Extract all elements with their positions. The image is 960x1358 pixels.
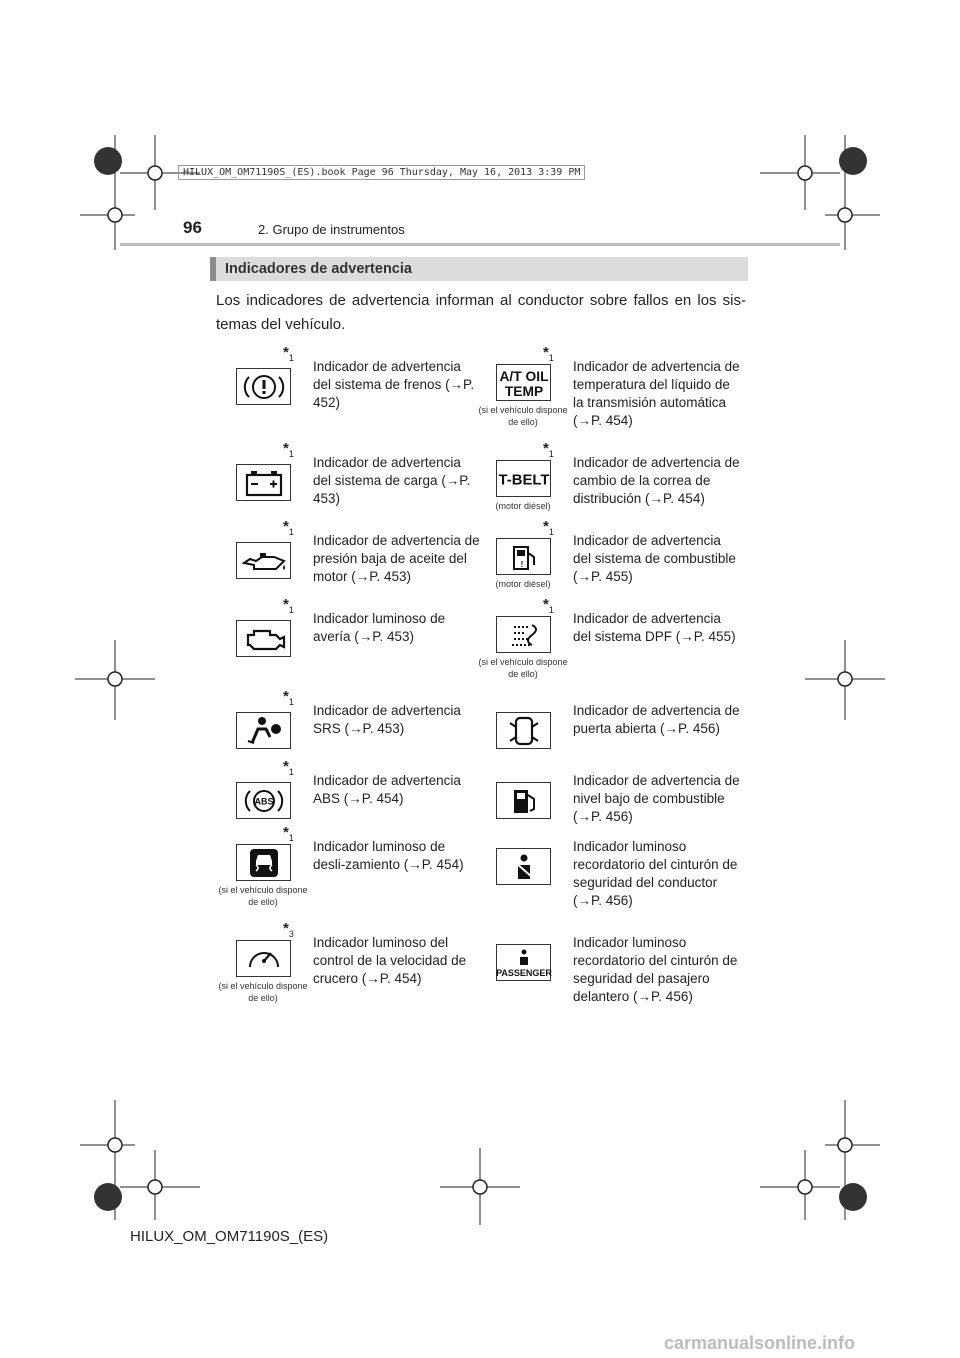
footnote-star: * bbox=[283, 824, 289, 841]
footnote-number: 1 bbox=[288, 527, 294, 537]
abs-icon bbox=[236, 782, 291, 819]
footnote-number: 3 bbox=[288, 929, 294, 939]
section-title: 2. Grupo de instrumentos bbox=[258, 222, 405, 237]
footnote-number: 1 bbox=[288, 833, 294, 843]
footnote-marker bbox=[283, 518, 294, 537]
heading-band: Indicadores de advertencia bbox=[210, 257, 748, 281]
indicator-description: Indicador de advertencia de cambio de la correa de distribución (→P. 454) bbox=[573, 455, 740, 506]
footnote-number: 1 bbox=[288, 697, 294, 707]
footnote-number: 1 bbox=[288, 605, 294, 615]
footnote-star: * bbox=[283, 518, 289, 535]
indicator-description: Indicador luminoso de desli-zamiento (→P. 454) bbox=[313, 839, 464, 872]
check-engine-icon bbox=[236, 620, 291, 657]
footnote-star: * bbox=[283, 344, 289, 361]
indicator-description: Indicador de advertencia de temperatura del líquido de la transmisión automática (→P. 454) bbox=[573, 359, 740, 428]
footnote-marker bbox=[283, 440, 294, 459]
slip-indicator-icon bbox=[236, 844, 291, 881]
srs-airbag-icon bbox=[236, 712, 291, 749]
footnote-marker bbox=[543, 440, 554, 459]
indicator-description: Indicador de advertencia del sistema DPF (→P. 455) bbox=[573, 611, 736, 644]
icon-caption: (si el vehículo dispone de ello) bbox=[218, 981, 308, 1003]
svg-text:PASSENGER: PASSENGER bbox=[495, 967, 552, 978]
brake-warning-icon bbox=[236, 368, 291, 405]
door-open-icon bbox=[496, 712, 551, 749]
cruise-control-icon bbox=[236, 940, 291, 977]
indicator-description: Indicador luminoso recordatorio del cinturón de seguridad del pasajero delantero (→P. 456) bbox=[573, 935, 738, 1004]
svg-text:T-BELT: T-BELT bbox=[498, 471, 549, 488]
passenger-seatbelt-icon bbox=[496, 944, 551, 981]
footnote-marker bbox=[283, 344, 294, 363]
icon-caption: (motor diésel) bbox=[495, 501, 551, 511]
footnote-number: 1 bbox=[288, 767, 294, 777]
footnote-star: * bbox=[283, 920, 289, 937]
svg-text:TEMP: TEMP bbox=[504, 382, 543, 399]
icon-caption: (motor diésel) bbox=[495, 579, 551, 589]
header-rule bbox=[120, 243, 840, 246]
icon-caption: (si el vehículo dispone de ello) bbox=[478, 657, 568, 679]
indicator-description: Indicador de advertencia ABS (→P. 454) bbox=[313, 773, 461, 806]
watermark: carmanualsonline.info bbox=[664, 1333, 856, 1353]
dpf-icon bbox=[496, 616, 551, 653]
svg-text:!: ! bbox=[520, 559, 523, 569]
print-info-line: HILUX_OM_OM71190S_(ES).book Page 96 Thursday, May 16, 2013 3:39 PM bbox=[178, 165, 585, 180]
indicator-description: Indicador de advertencia del sistema de combustible (→P. 455) bbox=[573, 533, 736, 584]
footnote-number: 1 bbox=[548, 353, 554, 363]
footnote-marker bbox=[283, 920, 294, 939]
indicator-description: Indicador luminoso del control de la velocidad de crucero (→P. 454) bbox=[313, 935, 467, 986]
footnote-star: * bbox=[283, 440, 289, 457]
footnote-number: 1 bbox=[288, 449, 294, 459]
footnote-marker bbox=[543, 518, 554, 537]
oil-pressure-icon bbox=[236, 542, 291, 579]
indicator-description: Indicador de advertencia SRS (→P. 453) bbox=[313, 703, 461, 736]
indicator-description: Indicador de advertencia del sistema de carga (→P. 453) bbox=[313, 455, 471, 506]
footnote-star: * bbox=[543, 440, 549, 457]
footer-code: HILUX_OM_OM71190S_(ES) bbox=[130, 1228, 329, 1245]
at-oil-temp-icon bbox=[496, 364, 551, 401]
indicator-description: Indicador de advertencia del sistema de frenos (→P. 452) bbox=[313, 359, 475, 410]
footnote-marker bbox=[543, 596, 554, 615]
footnote-star: * bbox=[543, 596, 549, 613]
svg-text:A/T OIL: A/T OIL bbox=[498, 367, 549, 384]
page-number: 96 bbox=[183, 218, 202, 237]
low-fuel-icon bbox=[496, 782, 551, 819]
footnote-number: 1 bbox=[288, 353, 294, 363]
footnote-star: * bbox=[543, 344, 549, 361]
footnote-number: 1 bbox=[548, 605, 554, 615]
intro-paragraph: Los indicadores de advertencia informan al conductor sobre fallos en los sis-temas del vehículo. bbox=[216, 292, 746, 333]
driver-seatbelt-icon bbox=[496, 848, 551, 885]
icon-caption: (si el vehículo dispone de ello) bbox=[478, 405, 568, 427]
indicator-description: Indicador de advertencia de puerta abierta (→P. 456) bbox=[573, 703, 740, 736]
timing-belt-icon bbox=[496, 460, 551, 497]
footnote-star: * bbox=[543, 518, 549, 535]
footnote-star: * bbox=[283, 758, 289, 775]
footnote-marker bbox=[283, 596, 294, 615]
svg-text:ABS: ABS bbox=[253, 796, 274, 806]
footnote-star: * bbox=[283, 596, 289, 613]
fuel-system-icon bbox=[496, 538, 551, 575]
footnote-marker bbox=[283, 758, 294, 777]
footnote-marker bbox=[543, 344, 554, 363]
indicator-description: Indicador luminoso de avería (→P. 453) bbox=[313, 611, 446, 644]
footnote-number: 1 bbox=[548, 527, 554, 537]
indicator-description: Indicador luminoso recordatorio del cinturón de seguridad del conductor (→P. 456) bbox=[573, 839, 738, 908]
footnote-number: 1 bbox=[548, 449, 554, 459]
footnote-star: * bbox=[283, 688, 289, 705]
footnote-marker bbox=[283, 824, 294, 843]
footnote-marker bbox=[283, 688, 294, 707]
indicator-description: Indicador de advertencia de nivel bajo de combustible (→P. 456) bbox=[573, 773, 740, 824]
icon-caption: (si el vehículo dispone de ello) bbox=[218, 885, 308, 907]
indicator-description: Indicador de advertencia de presión baja de aceite del motor (→P. 453) bbox=[313, 533, 480, 584]
battery-charge-icon bbox=[236, 464, 291, 501]
